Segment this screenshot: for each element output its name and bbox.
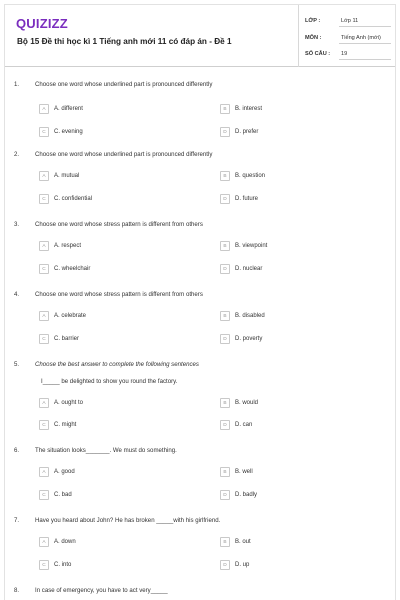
option-text: A. good [54,469,75,475]
option-text: B. disabled [235,313,265,319]
option-b[interactable] [220,311,265,321]
option-text: D. nuclear [235,266,263,272]
option-letter: D [220,560,230,570]
question-text: In case of emergency, you have to act very_____ [35,587,168,594]
logo-text: QUIZIZZ [16,15,68,31]
option-d[interactable] [220,127,258,137]
option-text: D. prefer [235,129,259,135]
option-a[interactable] [39,311,86,321]
meta-subject [305,33,391,43]
option-text: C. bad [54,492,72,498]
option-letter: C [39,420,49,430]
meta-count-value: 19 [341,51,348,57]
option-text: A. mutual [54,173,80,179]
option-letter: C [39,560,49,570]
option-letter: A [39,537,49,547]
question-number: 8. [14,587,20,594]
question-number: 4. [14,291,20,298]
option-letter: D [220,194,230,204]
option-a[interactable] [39,537,76,547]
option-c[interactable] [39,334,79,344]
option-c[interactable] [39,127,83,137]
option-letter: B [220,537,230,547]
option-text: D. future [235,196,259,202]
option-d[interactable] [220,334,262,344]
option-letter: B [220,398,230,408]
option-letter: A [39,467,49,477]
option-c[interactable] [39,560,71,570]
option-d[interactable] [220,420,252,430]
meta-line [339,43,391,44]
option-letter: A [39,241,49,251]
question-text: Choose the best answer to complete the following sentences [35,361,199,368]
option-d[interactable] [220,490,257,500]
option-b[interactable] [220,537,251,547]
meta-class [305,16,391,26]
option-text: B. viewpoint [235,243,268,249]
option-d[interactable] [220,194,258,204]
option-letter: C [39,490,49,500]
meta-class-label: LỚP : [305,18,321,24]
option-text: C. barrier [54,336,80,342]
option-text: C. wheelchair [54,266,91,272]
question-number: 7. [14,517,20,524]
option-text: C. into [54,562,72,568]
option-text: B. question [235,173,266,179]
option-letter: D [220,420,230,430]
option-text: C. confidential [54,196,93,202]
option-letter: D [220,264,230,274]
question-text: Choose one word whose underlined part is pronounced differently [35,81,213,88]
question-number: 2. [14,151,20,158]
question-number: 5. [14,361,20,368]
option-a[interactable] [39,104,83,114]
quizizz-logo [16,15,68,31]
option-letter: A [39,398,49,408]
option-letter: C [39,194,49,204]
option-d[interactable] [220,560,249,570]
option-letter: B [220,171,230,181]
option-c[interactable] [39,420,76,430]
option-text: D. badly [235,492,258,498]
meta-line [339,59,391,60]
option-text: A. celebrate [54,313,87,319]
option-letter: A [39,171,49,181]
option-text: B. interest [235,106,263,112]
option-letter: B [220,311,230,321]
option-text: D. can [235,422,253,428]
question-text: Choose one word whose underlined part is pronounced differently [35,151,213,158]
option-text: A. down [54,539,76,545]
option-letter: B [220,467,230,477]
header-divider [298,5,299,67]
meta-count [305,49,391,59]
option-b[interactable] [220,104,262,114]
question-sentence: I_____ be delighted to show you round the factory. [41,378,178,385]
option-a[interactable] [39,398,83,408]
option-text: A. different [54,106,83,112]
meta-count-label: SỐ CÂU : [305,51,331,57]
question-text: Choose one word whose stress pattern is different from others [35,221,203,228]
question-text: Choose one word whose stress pattern is different from others [35,291,203,298]
option-c[interactable] [39,490,72,500]
option-letter: D [220,334,230,344]
meta-line [339,26,391,27]
option-a[interactable] [39,467,75,477]
option-letter: C [39,127,49,137]
option-text: D. up [235,562,250,568]
question-number: 6. [14,447,20,454]
page-title: Bộ 15 Đề thi học kì 1 Tiếng anh mới 11 có đáp án - Đề 1 [17,37,232,46]
option-letter: D [220,490,230,500]
option-b[interactable] [220,241,267,251]
option-letter: B [220,104,230,114]
option-text: B. well [235,469,253,475]
option-b[interactable] [220,467,253,477]
question-number: 3. [14,221,20,228]
meta-subject-label: MÔN : [305,35,322,41]
meta-subject-value: Tiếng Anh (mới) [341,35,381,41]
option-text: A. ought to [54,400,84,406]
option-letter: A [39,104,49,114]
option-a[interactable] [39,241,81,251]
option-letter: D [220,127,230,137]
worksheet-header [5,5,395,67]
option-letter: C [39,264,49,274]
option-letter: C [39,334,49,344]
option-text: C. might [54,422,77,428]
question-number: 1. [14,81,20,88]
option-text: C. evening [54,129,83,135]
meta-class-value: Lớp 11 [341,18,359,24]
question-text: The situation looks_______. We must do something. [35,447,177,454]
worksheet-page [4,4,396,600]
option-text: D. poverty [235,336,263,342]
option-a[interactable] [39,171,79,181]
option-d[interactable] [220,264,262,274]
option-text: B. would [235,400,259,406]
option-text: B. out [235,539,251,545]
option-letter: B [220,241,230,251]
option-b[interactable] [220,398,258,408]
option-c[interactable] [39,264,90,274]
option-text: A. respect [54,243,82,249]
option-letter: A [39,311,49,321]
question-text: Have you heard about John? He has broken _____with his girlfriend. [35,517,221,524]
option-b[interactable] [220,171,265,181]
option-c[interactable] [39,194,92,204]
